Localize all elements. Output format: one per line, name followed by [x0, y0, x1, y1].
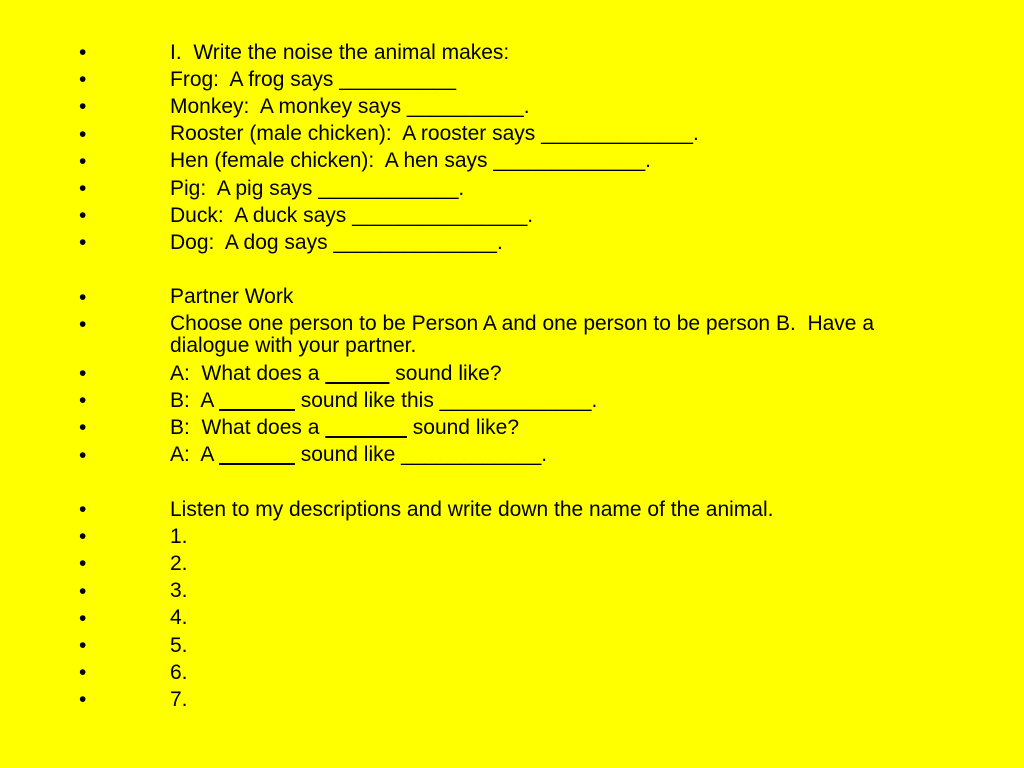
dialogue-after: sound like?	[389, 361, 502, 385]
bullet-icon: •	[79, 312, 87, 336]
bullet-icon: •	[79, 362, 87, 386]
listen-item	[0, 605, 1024, 632]
partner-heading	[0, 284, 1024, 311]
dialogue-blank	[325, 362, 389, 385]
dialogue-before: B: A	[170, 388, 220, 412]
partner-heading-text: Partner Work	[170, 285, 294, 309]
listen-item-number: 2.	[170, 551, 188, 575]
listen-item-number: 5.	[170, 633, 188, 657]
bullet-icon: •	[79, 633, 87, 657]
listen-heading-text: Listen to my descriptions and write down the name of the animal.	[170, 497, 774, 521]
noise-item-text: Pig: A pig says ____________.	[170, 176, 465, 200]
listen-item-number: 7.	[170, 687, 188, 711]
noise-item-text: Frog: A frog says __________	[170, 67, 457, 91]
noise-item-rooster	[0, 121, 1024, 148]
bullet-icon: •	[79, 122, 87, 146]
noise-item-hen	[0, 148, 1024, 175]
partner-instruction-text: Choose one person to be Person A and one person to be person B. Have a dialogue with your partner.	[170, 312, 880, 358]
bullet-icon: •	[79, 688, 87, 712]
dialogue-before: A: A	[170, 443, 220, 467]
listen-item	[0, 686, 1024, 713]
partner-instruction	[0, 311, 1024, 360]
bullet-icon: •	[79, 443, 87, 467]
spacer	[0, 469, 1024, 496]
noise-item-text: Hen (female chicken): A hen says _____________.	[170, 149, 651, 173]
bullet-icon: •	[79, 661, 87, 685]
noise-heading-text: I. Write the noise the animal makes:	[170, 40, 510, 64]
noise-heading	[0, 39, 1024, 66]
bullet-icon: •	[79, 204, 87, 228]
dialogue-text	[170, 360, 954, 387]
listen-item-number: 1.	[170, 524, 188, 548]
bullet-icon: •	[79, 68, 87, 92]
listen-item	[0, 578, 1024, 605]
noise-item-text: Duck: A duck says _______________.	[170, 203, 534, 227]
bullet-icon: •	[79, 525, 87, 549]
bullet-icon: •	[79, 552, 87, 576]
spacer	[0, 257, 1024, 284]
bullet-icon: •	[79, 231, 87, 255]
dialogue-line	[0, 360, 1024, 387]
bullet-icon: •	[79, 416, 87, 440]
listen-item-number: 6.	[170, 660, 188, 684]
dialogue-line	[0, 414, 1024, 441]
dialogue-text	[170, 414, 954, 441]
dialogue-line	[0, 442, 1024, 469]
listen-item	[0, 550, 1024, 577]
listen-item-number: 4.	[170, 606, 188, 630]
noise-item-duck	[0, 202, 1024, 229]
listen-item	[0, 659, 1024, 686]
bullet-icon: •	[79, 41, 87, 64]
dialogue-text	[170, 442, 954, 469]
bullet-icon: •	[79, 606, 87, 630]
bullet-icon: •	[79, 176, 87, 200]
listen-item	[0, 632, 1024, 659]
dialogue-after: sound like ____________.	[294, 443, 548, 467]
listen-item	[0, 523, 1024, 550]
noise-item-pig	[0, 175, 1024, 202]
bullet-icon: •	[79, 285, 87, 309]
worksheet-list	[0, 39, 1024, 714]
noise-item-dog	[0, 229, 1024, 256]
bullet-icon: •	[79, 95, 87, 119]
listen-heading	[0, 496, 1024, 523]
bullet-icon: •	[79, 149, 87, 173]
noise-item-text: Dog: A dog says ______________.	[170, 230, 503, 254]
noise-item-text: Rooster (male chicken): A rooster says _____________.	[170, 122, 699, 146]
dialogue-before: B: What does a	[170, 416, 326, 440]
dialogue-text	[170, 387, 954, 414]
noise-item-frog	[0, 66, 1024, 93]
bullet-icon: •	[79, 389, 87, 413]
dialogue-line	[0, 387, 1024, 414]
dialogue-after: sound like?	[406, 416, 520, 440]
dialogue-blank	[219, 389, 295, 412]
noise-item-monkey	[0, 93, 1024, 120]
noise-item-text: Monkey: A monkey says __________.	[170, 94, 530, 118]
dialogue-after: sound like this _____________.	[294, 388, 598, 412]
dialogue-blank	[219, 443, 295, 466]
bullet-icon: •	[79, 498, 87, 521]
listen-item-number: 3.	[170, 579, 188, 603]
bullet-icon: •	[79, 579, 87, 603]
dialogue-blank	[325, 416, 407, 439]
dialogue-before: A: What does a	[170, 361, 326, 385]
